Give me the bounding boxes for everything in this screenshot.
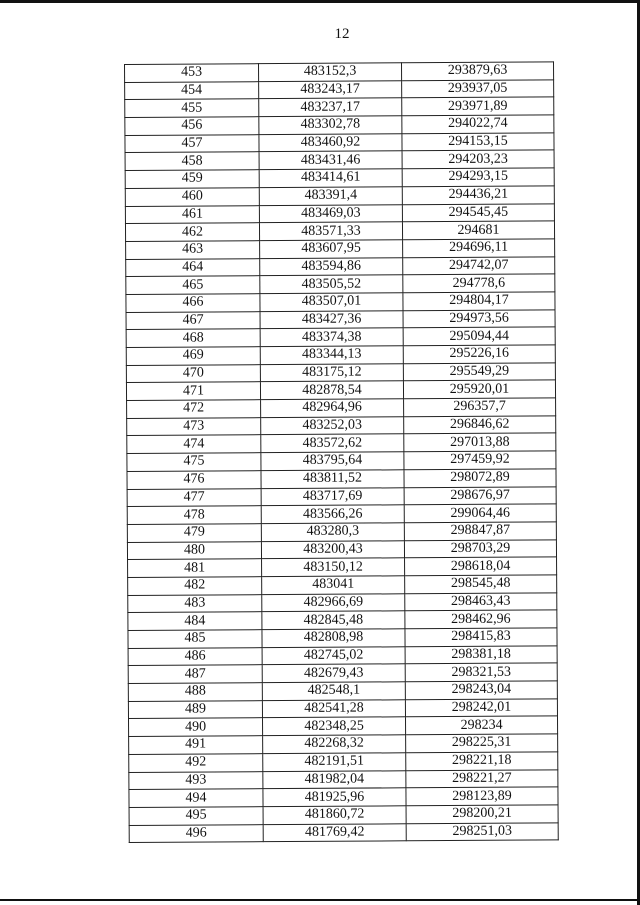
point-number-cell: 458 — [125, 152, 259, 171]
x-coordinate-cell: 481860,72 — [263, 806, 406, 825]
point-number-cell: 477 — [127, 488, 261, 507]
point-number-cell: 459 — [125, 170, 259, 189]
point-number-cell: 482 — [128, 577, 262, 596]
x-coordinate-cell: 483041 — [262, 576, 405, 595]
y-coordinate-cell: 294681 — [402, 221, 554, 240]
point-number-cell: 461 — [125, 205, 259, 224]
y-coordinate-cell: 298123,89 — [406, 787, 558, 806]
x-coordinate-cell: 483431,46 — [259, 151, 402, 170]
x-coordinate-cell: 482808,98 — [262, 629, 405, 648]
point-number-cell: 475 — [127, 453, 261, 472]
y-coordinate-cell: 298463,43 — [405, 592, 557, 611]
y-coordinate-cell: 294778,6 — [403, 274, 555, 293]
table-row — [129, 822, 558, 842]
point-number-cell: 478 — [127, 506, 261, 525]
point-number-cell: 487 — [128, 665, 262, 684]
x-coordinate-cell: 481925,96 — [263, 788, 406, 807]
point-number-cell: 483 — [128, 594, 262, 613]
y-coordinate-cell: 294436,21 — [402, 186, 554, 205]
x-coordinate-cell: 483572,62 — [261, 434, 404, 453]
x-coordinate-cell: 483150,12 — [262, 558, 405, 577]
coordinates-table — [124, 61, 559, 843]
point-number-cell: 464 — [126, 258, 260, 277]
point-number-cell: 465 — [126, 276, 260, 295]
point-number-cell: 457 — [125, 134, 259, 153]
x-coordinate-cell: 483280,3 — [261, 523, 404, 542]
y-coordinate-cell: 298462,96 — [405, 610, 557, 629]
point-number-cell: 484 — [128, 612, 262, 631]
y-coordinate-cell: 293937,05 — [402, 80, 554, 99]
y-coordinate-cell: 298242,01 — [405, 699, 557, 718]
point-number-cell: 495 — [129, 807, 263, 826]
x-coordinate-cell: 481769,42 — [263, 823, 406, 842]
y-coordinate-cell: 294153,15 — [402, 133, 554, 152]
y-coordinate-cell: 294545,45 — [402, 203, 554, 222]
y-coordinate-cell: 298234 — [405, 716, 557, 735]
x-coordinate-cell: 482745,02 — [262, 646, 405, 665]
y-coordinate-cell: 295549,29 — [403, 363, 555, 382]
point-number-cell: 488 — [128, 683, 262, 702]
y-coordinate-cell: 294973,56 — [403, 309, 555, 328]
point-number-cell: 466 — [126, 294, 260, 313]
y-coordinate-cell: 298545,48 — [405, 575, 557, 594]
y-coordinate-cell: 294804,17 — [403, 292, 555, 311]
x-coordinate-cell: 483200,43 — [261, 540, 404, 559]
y-coordinate-cell: 298221,27 — [406, 769, 558, 788]
x-coordinate-cell: 483252,03 — [261, 417, 404, 436]
point-number-cell: 468 — [126, 329, 260, 348]
x-coordinate-cell: 482548,1 — [262, 682, 405, 701]
x-coordinate-cell: 483175,12 — [260, 363, 403, 382]
y-coordinate-cell: 298072,89 — [404, 469, 556, 488]
y-coordinate-cell: 294696,11 — [403, 239, 555, 258]
y-coordinate-cell: 295226,16 — [403, 345, 555, 364]
y-coordinate-cell: 297459,92 — [404, 451, 556, 470]
x-coordinate-cell: 483795,64 — [261, 452, 404, 471]
x-coordinate-cell: 483344,13 — [260, 346, 403, 365]
x-coordinate-cell: 483566,26 — [261, 505, 404, 524]
y-coordinate-cell: 296846,62 — [404, 416, 556, 435]
y-coordinate-cell: 298847,87 — [404, 522, 556, 541]
y-coordinate-cell: 294022,74 — [402, 115, 554, 134]
point-number-cell: 490 — [129, 718, 263, 737]
point-number-cell: 462 — [125, 223, 259, 242]
point-number-cell: 481 — [128, 559, 262, 578]
x-coordinate-cell: 481982,04 — [263, 770, 406, 789]
x-coordinate-cell: 483505,52 — [260, 275, 403, 294]
y-coordinate-cell: 298251,03 — [406, 822, 558, 841]
page-number: 12 — [334, 26, 350, 42]
point-number-cell: 492 — [129, 753, 263, 772]
x-coordinate-cell: 482268,32 — [263, 735, 406, 754]
scan-edge-top — [0, 0, 640, 3]
point-number-cell: 471 — [126, 382, 260, 401]
y-coordinate-cell: 294203,23 — [402, 150, 554, 169]
coordinates-table-body — [125, 62, 559, 843]
scan-edge-bottom — [0, 899, 640, 901]
x-coordinate-cell: 483302,78 — [259, 116, 402, 135]
point-number-cell: 463 — [126, 241, 260, 260]
y-coordinate-cell: 298415,83 — [405, 628, 557, 647]
point-number-cell: 474 — [127, 435, 261, 454]
x-coordinate-cell: 483460,92 — [259, 134, 402, 153]
x-coordinate-cell: 482966,69 — [262, 593, 405, 612]
x-coordinate-cell: 483607,95 — [260, 240, 403, 259]
x-coordinate-cell: 482878,54 — [260, 381, 403, 400]
point-number-cell: 479 — [127, 524, 261, 543]
point-number-cell: 473 — [127, 417, 261, 436]
y-coordinate-cell: 293879,63 — [401, 62, 553, 81]
point-number-cell: 476 — [127, 470, 261, 489]
x-coordinate-cell: 482964,96 — [261, 399, 404, 418]
y-coordinate-cell: 295094,44 — [403, 327, 555, 346]
point-number-cell: 489 — [128, 700, 262, 719]
point-number-cell: 485 — [128, 630, 262, 649]
point-number-cell: 456 — [125, 117, 259, 136]
x-coordinate-cell: 483237,17 — [259, 98, 402, 117]
x-coordinate-cell: 482679,43 — [262, 664, 405, 683]
x-coordinate-cell: 482191,51 — [263, 753, 406, 772]
x-coordinate-cell: 483571,33 — [259, 222, 402, 241]
x-coordinate-cell: 483391,4 — [259, 187, 402, 206]
point-number-cell: 480 — [127, 541, 261, 560]
y-coordinate-cell: 297013,88 — [404, 433, 556, 452]
point-number-cell: 491 — [129, 736, 263, 755]
x-coordinate-cell: 483594,86 — [260, 257, 403, 276]
x-coordinate-cell: 483414,61 — [259, 169, 402, 188]
x-coordinate-cell: 483811,52 — [261, 470, 404, 489]
y-coordinate-cell: 298243,04 — [405, 681, 557, 700]
y-coordinate-cell: 296357,7 — [404, 398, 556, 417]
x-coordinate-cell: 483427,36 — [260, 310, 403, 329]
x-coordinate-cell: 483243,17 — [259, 80, 402, 99]
y-coordinate-cell: 294293,15 — [402, 168, 554, 187]
y-coordinate-cell: 298200,21 — [406, 805, 558, 824]
y-coordinate-cell: 294742,07 — [403, 256, 555, 275]
point-number-cell: 453 — [125, 64, 259, 83]
point-number-cell: 493 — [129, 771, 263, 790]
point-number-cell: 469 — [126, 347, 260, 366]
y-coordinate-cell: 299064,46 — [404, 504, 556, 523]
point-number-cell: 494 — [129, 789, 263, 808]
y-coordinate-cell: 298676,97 — [404, 486, 556, 505]
y-coordinate-cell: 298321,53 — [405, 663, 557, 682]
y-coordinate-cell: 298381,18 — [405, 646, 557, 665]
point-number-cell: 454 — [125, 81, 259, 100]
point-number-cell: 460 — [125, 187, 259, 206]
x-coordinate-cell: 482348,25 — [262, 717, 405, 736]
y-coordinate-cell: 298225,31 — [406, 734, 558, 753]
x-coordinate-cell: 482845,48 — [262, 611, 405, 630]
y-coordinate-cell: 295920,01 — [403, 380, 555, 399]
y-coordinate-cell: 298618,04 — [405, 557, 557, 576]
point-number-cell: 496 — [129, 824, 263, 843]
x-coordinate-cell: 482541,28 — [262, 700, 405, 719]
point-number-cell: 486 — [128, 647, 262, 666]
x-coordinate-cell: 483717,69 — [261, 487, 404, 506]
x-coordinate-cell: 483152,3 — [259, 63, 402, 82]
y-coordinate-cell: 298221,18 — [406, 752, 558, 771]
point-number-cell: 470 — [126, 364, 260, 383]
point-number-cell: 467 — [126, 311, 260, 330]
y-coordinate-cell: 298703,29 — [404, 539, 556, 558]
point-number-cell: 472 — [127, 400, 261, 419]
x-coordinate-cell: 483469,03 — [259, 204, 402, 223]
point-number-cell: 455 — [125, 99, 259, 118]
x-coordinate-cell: 483507,01 — [260, 293, 403, 312]
x-coordinate-cell: 483374,38 — [260, 328, 403, 347]
y-coordinate-cell: 293971,89 — [402, 97, 554, 116]
